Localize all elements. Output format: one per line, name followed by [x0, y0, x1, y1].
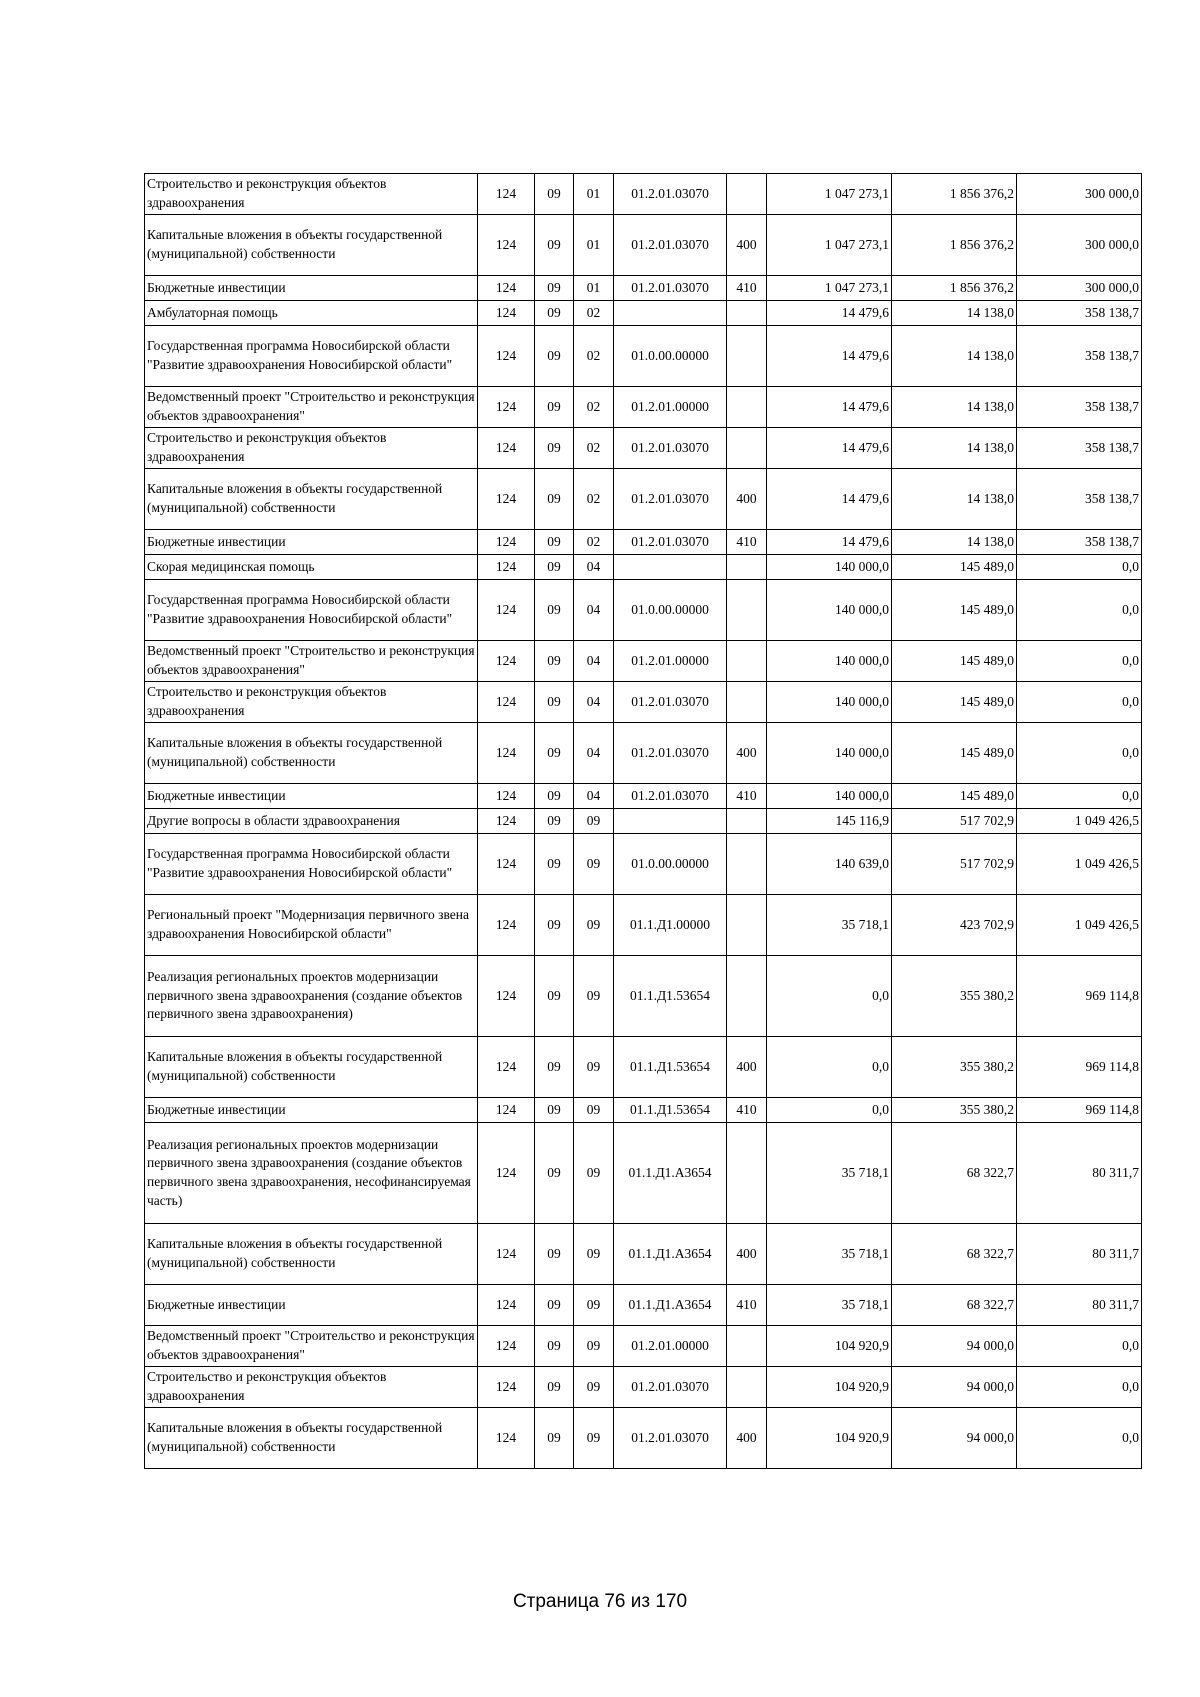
row-subsection: 02: [574, 301, 614, 326]
row-expense-type: [727, 641, 767, 682]
row-expense-type: [727, 387, 767, 428]
row-name: Государственная программа Новосибирской области "Развитие здравоохранения Новосибирской области": [145, 834, 478, 895]
row-name: Реализация региональных проектов модернизации первичного звена здравоохранения (создание объектов первичного звена здравоохранения, несофинансируемая часть): [145, 1123, 478, 1224]
row-name: Государственная программа Новосибирской области "Развитие здравоохранения Новосибирской области": [145, 326, 478, 387]
row-target-item: 01.1.Д1.А3654: [614, 1123, 727, 1224]
table-row: [145, 1326, 1142, 1367]
row-ministry: 124: [478, 530, 535, 555]
row-section: 09: [535, 1037, 574, 1098]
row-expense-type: [727, 809, 767, 834]
row-ministry: 124: [478, 834, 535, 895]
row-value-2024: 355 380,2: [892, 1037, 1017, 1098]
row-value-2024: 1 856 376,2: [892, 276, 1017, 301]
row-value-2025: 300 000,0: [1017, 215, 1142, 276]
row-expense-type: [727, 834, 767, 895]
row-ministry: 124: [478, 1224, 535, 1285]
table-body: [145, 174, 1142, 1469]
row-subsection: 01: [574, 276, 614, 301]
row-name: Бюджетные инвестиции: [145, 1098, 478, 1123]
row-ministry: 124: [478, 555, 535, 580]
row-name: Капитальные вложения в объекты государственной (муниципальной) собственности: [145, 469, 478, 530]
row-name: Капитальные вложения в объекты государственной (муниципальной) собственности: [145, 1408, 478, 1469]
row-value-2025: 358 138,7: [1017, 469, 1142, 530]
row-expense-type: 400: [727, 215, 767, 276]
row-expense-type: [727, 428, 767, 469]
row-ministry: 124: [478, 174, 535, 215]
row-target-item: [614, 809, 727, 834]
table-row: [145, 555, 1142, 580]
row-value-2024: 14 138,0: [892, 387, 1017, 428]
row-subsection: 09: [574, 956, 614, 1037]
row-subsection: 04: [574, 580, 614, 641]
row-name: Строительство и реконструкция объектов здравоохранения: [145, 174, 478, 215]
row-value-2025: 300 000,0: [1017, 276, 1142, 301]
row-value-2023: 35 718,1: [767, 1285, 892, 1326]
row-target-item: 01.0.00.00000: [614, 326, 727, 387]
row-subsection: 01: [574, 174, 614, 215]
row-target-item: 01.2.01.03070: [614, 723, 727, 784]
row-section: 09: [535, 784, 574, 809]
table-row: [145, 682, 1142, 723]
row-target-item: [614, 301, 727, 326]
row-section: 09: [535, 1285, 574, 1326]
row-subsection: 04: [574, 682, 614, 723]
row-expense-type: [727, 1326, 767, 1367]
row-value-2024: 517 702,9: [892, 834, 1017, 895]
row-value-2023: 1 047 273,1: [767, 276, 892, 301]
row-ministry: 124: [478, 641, 535, 682]
row-name: Амбулаторная помощь: [145, 301, 478, 326]
row-subsection: 09: [574, 1408, 614, 1469]
row-section: 09: [535, 1326, 574, 1367]
row-value-2023: 0,0: [767, 1037, 892, 1098]
row-value-2025: 0,0: [1017, 682, 1142, 723]
row-value-2024: 94 000,0: [892, 1367, 1017, 1408]
row-target-item: 01.2.01.00000: [614, 387, 727, 428]
row-target-item: 01.2.01.03070: [614, 276, 727, 301]
row-ministry: 124: [478, 215, 535, 276]
row-subsection: 09: [574, 1285, 614, 1326]
row-value-2024: 145 489,0: [892, 580, 1017, 641]
row-value-2024: 517 702,9: [892, 809, 1017, 834]
row-target-item: 01.2.01.03070: [614, 428, 727, 469]
row-target-item: 01.2.01.03070: [614, 784, 727, 809]
table-row: [145, 387, 1142, 428]
row-subsection: 09: [574, 1326, 614, 1367]
table-row: [145, 301, 1142, 326]
row-section: 09: [535, 530, 574, 555]
row-value-2024: 68 322,7: [892, 1285, 1017, 1326]
row-ministry: 124: [478, 1037, 535, 1098]
row-expense-type: [727, 301, 767, 326]
row-value-2025: 0,0: [1017, 555, 1142, 580]
row-name: Бюджетные инвестиции: [145, 1285, 478, 1326]
table-row: [145, 809, 1142, 834]
row-name: Капитальные вложения в объекты государственной (муниципальной) собственности: [145, 1037, 478, 1098]
row-ministry: 124: [478, 301, 535, 326]
row-expense-type: [727, 1367, 767, 1408]
row-section: 09: [535, 276, 574, 301]
row-value-2025: 0,0: [1017, 1408, 1142, 1469]
row-value-2023: 14 479,6: [767, 469, 892, 530]
row-target-item: 01.0.00.00000: [614, 834, 727, 895]
table-row: [145, 1098, 1142, 1123]
row-value-2024: 423 702,9: [892, 895, 1017, 956]
row-name: Бюджетные инвестиции: [145, 276, 478, 301]
row-value-2023: 35 718,1: [767, 1123, 892, 1224]
row-value-2024: 355 380,2: [892, 1098, 1017, 1123]
row-value-2025: 0,0: [1017, 723, 1142, 784]
row-value-2025: 1 049 426,5: [1017, 809, 1142, 834]
row-value-2024: 14 138,0: [892, 469, 1017, 530]
row-target-item: 01.2.01.03070: [614, 530, 727, 555]
row-name: Региональный проект "Модернизация первичного звена здравоохранения Новосибирской области": [145, 895, 478, 956]
row-ministry: 124: [478, 428, 535, 469]
row-ministry: 124: [478, 1123, 535, 1224]
row-value-2024: 68 322,7: [892, 1123, 1017, 1224]
row-value-2024: 14 138,0: [892, 301, 1017, 326]
row-section: 09: [535, 326, 574, 387]
row-value-2024: 68 322,7: [892, 1224, 1017, 1285]
table-row: [145, 215, 1142, 276]
row-subsection: 09: [574, 1123, 614, 1224]
row-subsection: 09: [574, 834, 614, 895]
row-section: 09: [535, 809, 574, 834]
row-section: 09: [535, 215, 574, 276]
row-expense-type: [727, 326, 767, 387]
row-value-2025: 358 138,7: [1017, 301, 1142, 326]
row-value-2023: 104 920,9: [767, 1367, 892, 1408]
row-expense-type: 410: [727, 1098, 767, 1123]
row-ministry: 124: [478, 580, 535, 641]
row-value-2023: 104 920,9: [767, 1326, 892, 1367]
row-subsection: 04: [574, 641, 614, 682]
table-row: [145, 1037, 1142, 1098]
table-row: [145, 723, 1142, 784]
row-ministry: 124: [478, 682, 535, 723]
row-subsection: 02: [574, 387, 614, 428]
row-name: Капитальные вложения в объекты государственной (муниципальной) собственности: [145, 215, 478, 276]
row-subsection: 09: [574, 809, 614, 834]
row-section: 09: [535, 555, 574, 580]
row-name: Бюджетные инвестиции: [145, 530, 478, 555]
table-row: [145, 1408, 1142, 1469]
row-section: 09: [535, 469, 574, 530]
row-ministry: 124: [478, 723, 535, 784]
row-value-2025: 358 138,7: [1017, 530, 1142, 555]
row-value-2023: 14 479,6: [767, 301, 892, 326]
row-value-2023: 35 718,1: [767, 895, 892, 956]
budget-table: [144, 173, 1142, 1469]
row-value-2023: 140 000,0: [767, 784, 892, 809]
row-subsection: 04: [574, 723, 614, 784]
row-value-2023: 0,0: [767, 956, 892, 1037]
row-section: 09: [535, 428, 574, 469]
row-value-2023: 140 639,0: [767, 834, 892, 895]
row-value-2024: 145 489,0: [892, 641, 1017, 682]
row-subsection: 02: [574, 326, 614, 387]
row-value-2023: 104 920,9: [767, 1408, 892, 1469]
row-name: Другие вопросы в области здравоохранения: [145, 809, 478, 834]
row-value-2023: 14 479,6: [767, 530, 892, 555]
row-value-2024: 14 138,0: [892, 428, 1017, 469]
table-row: [145, 530, 1142, 555]
row-value-2024: 145 489,0: [892, 723, 1017, 784]
row-value-2025: 969 114,8: [1017, 1098, 1142, 1123]
row-target-item: 01.2.01.03070: [614, 174, 727, 215]
row-section: 09: [535, 1224, 574, 1285]
row-value-2025: 1 049 426,5: [1017, 834, 1142, 895]
row-target-item: 01.1.Д1.53654: [614, 1037, 727, 1098]
row-ministry: 124: [478, 1098, 535, 1123]
row-value-2024: 1 856 376,2: [892, 215, 1017, 276]
row-target-item: 01.2.01.03070: [614, 215, 727, 276]
row-name: Строительство и реконструкция объектов здравоохранения: [145, 682, 478, 723]
row-target-item: 01.2.01.03070: [614, 1408, 727, 1469]
row-value-2023: 1 047 273,1: [767, 174, 892, 215]
row-section: 09: [535, 834, 574, 895]
page-number: Страница 76 из 170: [512, 1591, 688, 1612]
row-value-2023: 1 047 273,1: [767, 215, 892, 276]
row-subsection: 02: [574, 469, 614, 530]
row-target-item: [614, 555, 727, 580]
row-value-2025: 0,0: [1017, 784, 1142, 809]
row-expense-type: [727, 682, 767, 723]
row-target-item: 01.1.Д1.А3654: [614, 1285, 727, 1326]
row-expense-type: [727, 956, 767, 1037]
row-ministry: 124: [478, 895, 535, 956]
row-expense-type: 410: [727, 276, 767, 301]
row-value-2023: 35 718,1: [767, 1224, 892, 1285]
table-row: [145, 834, 1142, 895]
row-subsection: 01: [574, 215, 614, 276]
row-section: 09: [535, 895, 574, 956]
row-value-2025: 0,0: [1017, 641, 1142, 682]
row-target-item: 01.1.Д1.53654: [614, 1098, 727, 1123]
row-ministry: 124: [478, 784, 535, 809]
table-row: [145, 174, 1142, 215]
row-section: 09: [535, 682, 574, 723]
row-section: 09: [535, 1098, 574, 1123]
table-row: [145, 326, 1142, 387]
row-name: Ведомственный проект "Строительство и реконструкция объектов здравоохранения": [145, 387, 478, 428]
row-subsection: 02: [574, 530, 614, 555]
row-subsection: 04: [574, 784, 614, 809]
row-name: Строительство и реконструкция объектов здравоохранения: [145, 1367, 478, 1408]
table-row: [145, 1123, 1142, 1224]
row-value-2023: 140 000,0: [767, 682, 892, 723]
row-value-2025: 969 114,8: [1017, 956, 1142, 1037]
row-target-item: 01.1.Д1.А3654: [614, 1224, 727, 1285]
row-subsection: 09: [574, 1098, 614, 1123]
row-value-2023: 140 000,0: [767, 723, 892, 784]
table-row: [145, 1224, 1142, 1285]
row-target-item: 01.1.Д1.53654: [614, 956, 727, 1037]
row-expense-type: 400: [727, 1224, 767, 1285]
row-name: Государственная программа Новосибирской области "Развитие здравоохранения Новосибирской области": [145, 580, 478, 641]
row-name: Ведомственный проект "Строительство и реконструкция объектов здравоохранения": [145, 641, 478, 682]
table-row: [145, 1367, 1142, 1408]
row-value-2024: 145 489,0: [892, 682, 1017, 723]
row-name: Реализация региональных проектов модернизации первичного звена здравоохранения (создание объектов первичного звена здравоохранения): [145, 956, 478, 1037]
table-row: [145, 1285, 1142, 1326]
row-value-2025: 1 049 426,5: [1017, 895, 1142, 956]
row-name: Строительство и реконструкция объектов здравоохранения: [145, 428, 478, 469]
row-target-item: 01.0.00.00000: [614, 580, 727, 641]
row-value-2025: 0,0: [1017, 1326, 1142, 1367]
row-section: 09: [535, 956, 574, 1037]
row-section: 09: [535, 387, 574, 428]
table-row: [145, 469, 1142, 530]
table-row: [145, 641, 1142, 682]
row-value-2025: 80 311,7: [1017, 1123, 1142, 1224]
row-expense-type: [727, 580, 767, 641]
row-expense-type: 410: [727, 1285, 767, 1326]
row-expense-type: [727, 555, 767, 580]
row-subsection: 09: [574, 1037, 614, 1098]
row-target-item: 01.2.01.03070: [614, 469, 727, 530]
row-section: 09: [535, 580, 574, 641]
row-expense-type: 410: [727, 530, 767, 555]
row-value-2023: 14 479,6: [767, 326, 892, 387]
row-value-2025: 358 138,7: [1017, 387, 1142, 428]
row-value-2025: 358 138,7: [1017, 428, 1142, 469]
row-target-item: 01.2.01.00000: [614, 1326, 727, 1367]
row-name: Капитальные вложения в объекты государственной (муниципальной) собственности: [145, 723, 478, 784]
row-expense-type: [727, 895, 767, 956]
row-subsection: 09: [574, 1224, 614, 1285]
row-subsection: 09: [574, 1367, 614, 1408]
row-name: Ведомственный проект "Строительство и реконструкция объектов здравоохранения": [145, 1326, 478, 1367]
row-ministry: 124: [478, 1285, 535, 1326]
row-name: Бюджетные инвестиции: [145, 784, 478, 809]
row-expense-type: 400: [727, 1037, 767, 1098]
row-value-2024: 1 856 376,2: [892, 174, 1017, 215]
row-value-2023: 14 479,6: [767, 428, 892, 469]
row-expense-type: [727, 1123, 767, 1224]
row-expense-type: 400: [727, 469, 767, 530]
row-ministry: 124: [478, 276, 535, 301]
row-section: 09: [535, 1367, 574, 1408]
row-value-2023: 140 000,0: [767, 555, 892, 580]
row-ministry: 124: [478, 1326, 535, 1367]
row-section: 09: [535, 1123, 574, 1224]
row-ministry: 124: [478, 809, 535, 834]
row-section: 09: [535, 174, 574, 215]
table-row: [145, 580, 1142, 641]
table-row: [145, 276, 1142, 301]
row-value-2024: 14 138,0: [892, 326, 1017, 387]
table-row: [145, 784, 1142, 809]
row-name: Скорая медицинская помощь: [145, 555, 478, 580]
row-expense-type: [727, 174, 767, 215]
row-value-2025: 0,0: [1017, 580, 1142, 641]
row-ministry: 124: [478, 956, 535, 1037]
table-row: [145, 956, 1142, 1037]
row-value-2025: 358 138,7: [1017, 326, 1142, 387]
row-value-2023: 140 000,0: [767, 580, 892, 641]
row-value-2024: 14 138,0: [892, 530, 1017, 555]
row-section: 09: [535, 301, 574, 326]
row-value-2024: 94 000,0: [892, 1326, 1017, 1367]
row-target-item: 01.2.01.00000: [614, 641, 727, 682]
row-value-2023: 140 000,0: [767, 641, 892, 682]
row-value-2024: 94 000,0: [892, 1408, 1017, 1469]
row-target-item: 01.2.01.03070: [614, 682, 727, 723]
row-value-2023: 14 479,6: [767, 387, 892, 428]
row-subsection: 09: [574, 895, 614, 956]
row-value-2025: 80 311,7: [1017, 1285, 1142, 1326]
row-ministry: 124: [478, 469, 535, 530]
row-section: 09: [535, 723, 574, 784]
row-value-2025: 80 311,7: [1017, 1224, 1142, 1285]
row-subsection: 04: [574, 555, 614, 580]
row-name: Капитальные вложения в объекты государственной (муниципальной) собственности: [145, 1224, 478, 1285]
row-ministry: 124: [478, 387, 535, 428]
row-value-2023: 145 116,9: [767, 809, 892, 834]
table-row: [145, 428, 1142, 469]
row-expense-type: 410: [727, 784, 767, 809]
table-row: [145, 895, 1142, 956]
row-target-item: 01.2.01.03070: [614, 1367, 727, 1408]
row-value-2025: 300 000,0: [1017, 174, 1142, 215]
row-section: 09: [535, 1408, 574, 1469]
row-value-2025: 969 114,8: [1017, 1037, 1142, 1098]
row-value-2024: 145 489,0: [892, 784, 1017, 809]
row-value-2025: 0,0: [1017, 1367, 1142, 1408]
row-expense-type: 400: [727, 723, 767, 784]
row-subsection: 02: [574, 428, 614, 469]
row-value-2024: 355 380,2: [892, 956, 1017, 1037]
row-section: 09: [535, 641, 574, 682]
row-ministry: 124: [478, 326, 535, 387]
row-ministry: 124: [478, 1408, 535, 1469]
row-ministry: 124: [478, 1367, 535, 1408]
row-value-2023: 0,0: [767, 1098, 892, 1123]
row-target-item: 01.1.Д1.00000: [614, 895, 727, 956]
row-expense-type: 400: [727, 1408, 767, 1469]
row-value-2024: 145 489,0: [892, 555, 1017, 580]
